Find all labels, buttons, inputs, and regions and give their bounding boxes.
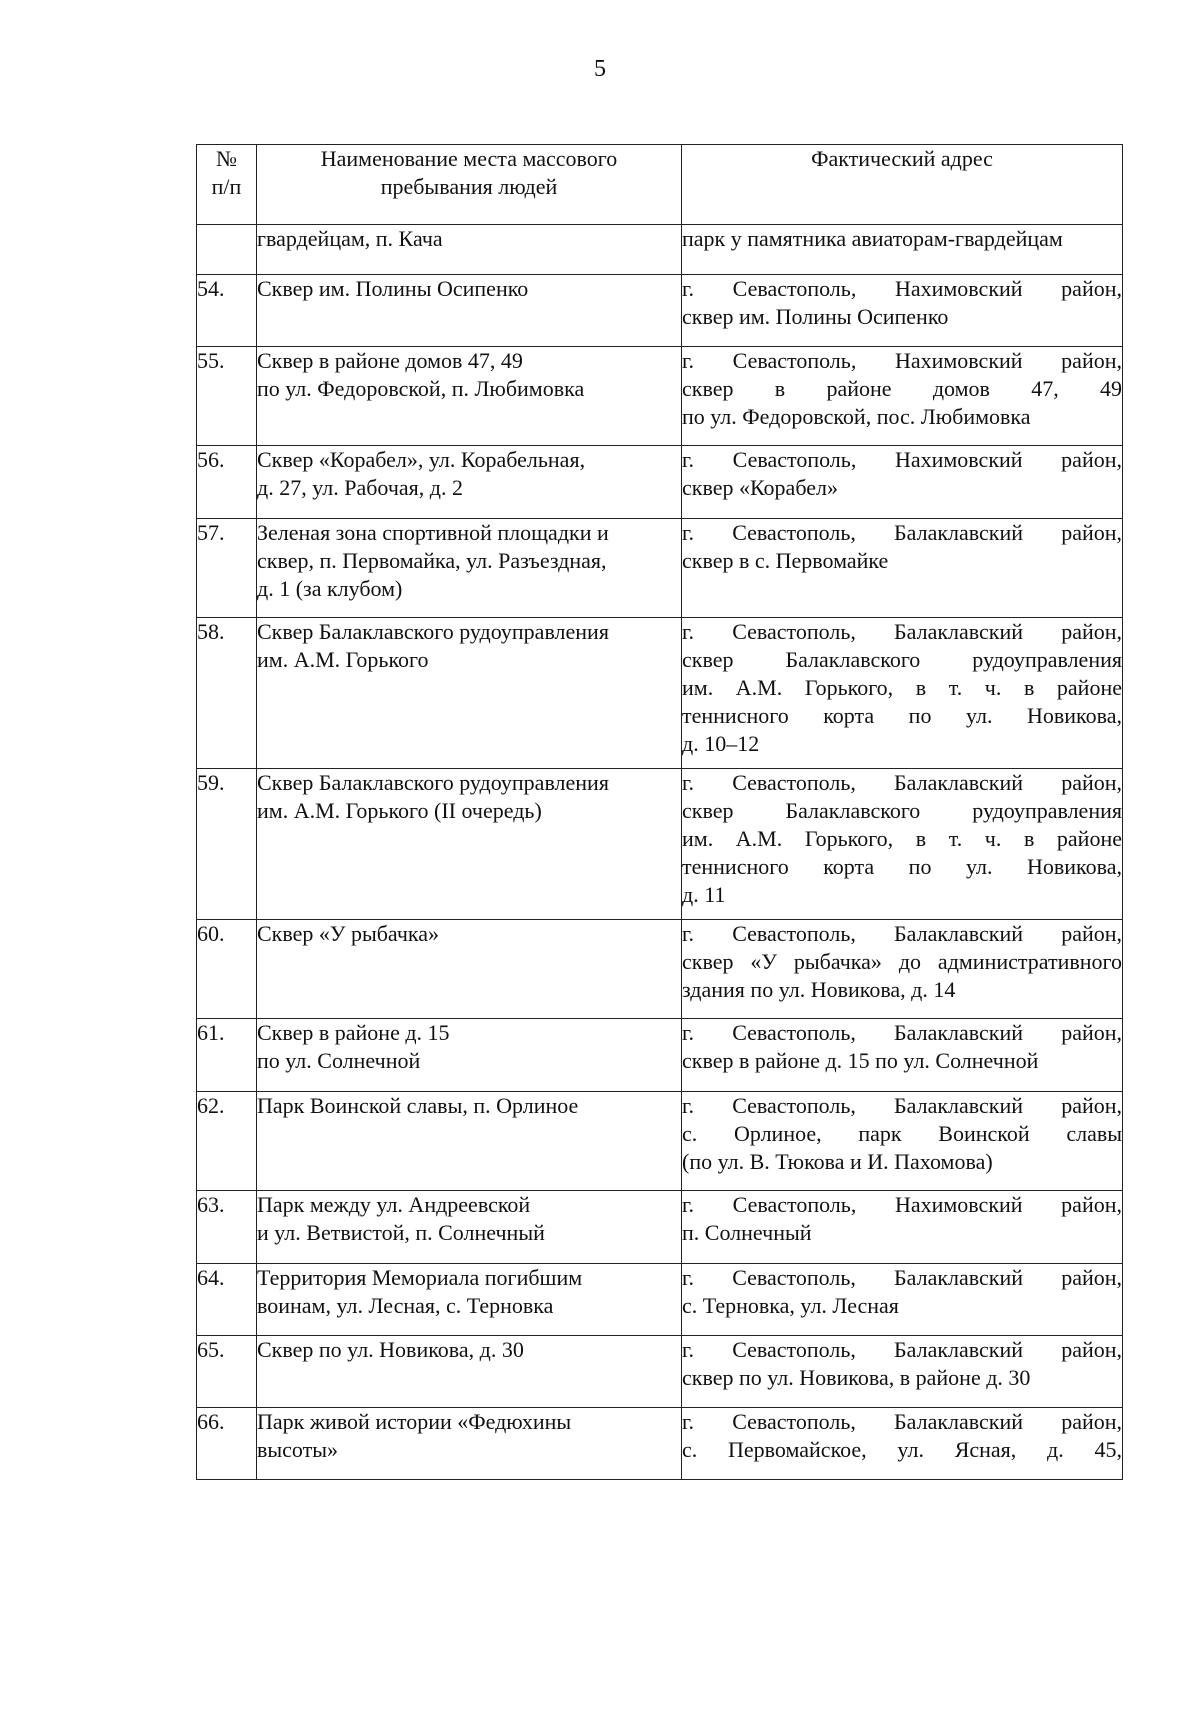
address-line: г. Севастополь, Балаклавский район, — [682, 520, 1122, 545]
place-name-line: Сквер в районе д. 15 — [257, 1020, 450, 1045]
row-number: 61. — [197, 1019, 257, 1092]
place-name-line: д. 27, ул. Рабочая, д. 2 — [257, 475, 463, 500]
row-number: 65. — [197, 1336, 257, 1408]
places-table — [196, 144, 1123, 1480]
place-name-cell — [257, 1019, 682, 1092]
place-name-line: Сквер Балаклавского рудоуправления — [257, 619, 609, 644]
place-name-line: им. А.М. Горького — [257, 647, 429, 672]
place-name-line: Парк Воинской славы, п. Орлиное — [257, 1093, 579, 1118]
header-name-line: пребывания людей — [380, 174, 558, 199]
place-name-line: воинам, ул. Лесная, с. Терновка — [257, 1293, 554, 1318]
table-row — [197, 446, 1123, 519]
table-row — [197, 1191, 1123, 1264]
row-number: 66. — [197, 1408, 257, 1480]
address-cell — [682, 1092, 1123, 1191]
place-name-line: и ул. Ветвистой, п. Солнечный — [257, 1220, 545, 1245]
address-line: г. Севастополь, Балаклавский район, — [682, 1093, 1122, 1118]
place-name-cell — [257, 275, 682, 347]
address-line: сквер «Корабел» — [682, 475, 838, 500]
address-cell — [682, 1191, 1123, 1264]
address-line: г. Севастополь, Балаклавский район, — [682, 921, 1122, 946]
address-line: им. А.М. Горького, в т. ч. в районе — [682, 826, 1122, 851]
row-number: 62. — [197, 1092, 257, 1191]
table-row — [197, 618, 1123, 769]
table-row — [197, 519, 1123, 618]
place-name-cell — [257, 920, 682, 1019]
place-name-cell — [257, 769, 682, 920]
row-number: 59. — [197, 769, 257, 920]
address-cell — [682, 347, 1123, 446]
address-cell — [682, 618, 1123, 769]
place-name-cell — [257, 1408, 682, 1480]
row-number: 60. — [197, 920, 257, 1019]
row-number: 56. — [197, 446, 257, 519]
table-row — [197, 769, 1123, 920]
address-cell — [682, 920, 1123, 1019]
place-name-line: Сквер по ул. Новикова, д. 30 — [257, 1337, 524, 1362]
address-line: г. Севастополь, Балаклавский район, — [682, 1409, 1122, 1434]
place-name-line: Сквер Балаклавского рудоуправления — [257, 770, 609, 795]
place-name-line: Территория Мемориала погибшим — [257, 1265, 583, 1290]
address-line: с. Орлиное, парк Воинской славы — [682, 1121, 1122, 1146]
table-row — [197, 1336, 1123, 1408]
address-line: г. Севастополь, Нахимовский район, — [682, 348, 1122, 373]
page-number: 5 — [594, 56, 606, 82]
place-name-line: Парк между ул. Андреевской — [257, 1192, 531, 1217]
address-line: с. Терновка, ул. Лесная — [682, 1293, 899, 1318]
address-line: сквер «У рыбачка» до административного — [682, 949, 1122, 974]
place-name-line: по ул. Федоровской, п. Любимовка — [257, 376, 585, 401]
address-cell — [682, 1408, 1123, 1480]
header-num-line: № — [216, 146, 237, 171]
address-line: сквер в районе д. 15 по ул. Солнечной — [682, 1048, 1039, 1073]
place-name-line: Сквер им. Полины Осипенко — [257, 276, 529, 301]
address-cell — [682, 519, 1123, 618]
place-name-line: им. А.М. Горького (II очередь) — [257, 798, 542, 823]
address-line: с. Первомайское, ул. Ясная, д. 45, — [682, 1437, 1122, 1462]
table-row — [197, 1019, 1123, 1092]
header-address — [682, 145, 1123, 225]
place-name-line: Зеленая зона спортивной площадки и — [257, 520, 609, 545]
row-number: 54. — [197, 275, 257, 347]
address-cell — [682, 446, 1123, 519]
table-row — [197, 1264, 1123, 1336]
address-line: теннисного корта по ул. Новикова, — [682, 854, 1122, 879]
address-line: (по ул. В. Тюкова и И. Пахомова) — [682, 1149, 993, 1174]
address-line: им. А.М. Горького, в т. ч. в районе — [682, 675, 1122, 700]
table-row — [197, 1408, 1123, 1480]
address-line: сквер в районе домов 47, 49 — [682, 376, 1122, 401]
address-line: д. 10–12 — [682, 731, 760, 756]
place-name-line: Парк живой истории «Федюхины — [257, 1409, 572, 1434]
table-row — [197, 1092, 1123, 1191]
table-row — [197, 225, 1123, 275]
address-line: г. Севастополь, Балаклавский район, — [682, 1020, 1122, 1045]
table-row — [197, 275, 1123, 347]
header-name-line: Наименование места массового — [320, 146, 618, 171]
address-cell — [682, 225, 1123, 275]
header-name — [257, 145, 682, 225]
place-name-cell — [257, 446, 682, 519]
place-name-cell — [257, 618, 682, 769]
place-name-cell — [257, 1264, 682, 1336]
header-num — [197, 145, 257, 225]
place-name-line: по ул. Солнечной — [257, 1048, 421, 1073]
address-cell — [682, 275, 1123, 347]
table-header-row — [197, 145, 1123, 225]
address-cell — [682, 769, 1123, 920]
address-line: г. Севастополь, Балаклавский район, — [682, 1337, 1122, 1362]
place-name-cell — [257, 347, 682, 446]
address-line: г. Севастополь, Нахимовский район, — [682, 276, 1122, 301]
row-number: 55. — [197, 347, 257, 446]
address-line: г. Севастополь, Балаклавский район, — [682, 770, 1122, 795]
place-name-cell — [257, 1191, 682, 1264]
place-name-line: Сквер в районе домов 47, 49 — [257, 348, 523, 373]
header-num-line: п/п — [211, 174, 242, 199]
row-number: 58. — [197, 618, 257, 769]
address-line: сквер им. Полины Осипенко — [682, 304, 949, 329]
header-address-line: Фактический адрес — [811, 146, 993, 171]
place-name-line: Сквер «У рыбачка» — [257, 921, 440, 946]
address-cell — [682, 1019, 1123, 1092]
address-cell — [682, 1336, 1123, 1408]
row-number — [197, 225, 257, 275]
address-line: г. Севастополь, Нахимовский район, — [682, 1192, 1122, 1217]
row-number: 63. — [197, 1191, 257, 1264]
address-line: сквер в с. Первомайке — [682, 548, 889, 573]
place-name-cell — [257, 1092, 682, 1191]
place-name-line: высоты» — [257, 1437, 339, 1462]
address-line: сквер по ул. Новикова, в районе д. 30 — [682, 1365, 1031, 1390]
address-line: здания по ул. Новикова, д. 14 — [682, 977, 956, 1002]
place-name-line: д. 1 (за клубом) — [257, 576, 403, 601]
row-number: 57. — [197, 519, 257, 618]
table-row — [197, 920, 1123, 1019]
address-line: г. Севастополь, Балаклавский район, — [682, 619, 1122, 644]
address-line: парк у памятника авиаторам-гвардейцам — [682, 226, 1063, 251]
address-line: сквер Балаклавского рудоуправления — [682, 798, 1122, 823]
address-line: п. Солнечный — [682, 1220, 812, 1245]
place-name-line: Сквер «Корабел», ул. Корабельная, — [257, 447, 586, 472]
table-row — [197, 347, 1123, 446]
address-line: г. Севастополь, Нахимовский район, — [682, 447, 1122, 472]
place-name-cell — [257, 225, 682, 275]
address-line: г. Севастополь, Балаклавский район, — [682, 1265, 1122, 1290]
row-number: 64. — [197, 1264, 257, 1336]
place-name-cell — [257, 1336, 682, 1408]
place-name-cell — [257, 519, 682, 618]
place-name-line: сквер, п. Первомайка, ул. Разъездная, — [257, 548, 607, 573]
address-cell — [682, 1264, 1123, 1336]
address-line: теннисного корта по ул. Новикова, — [682, 703, 1122, 728]
address-line: по ул. Федоровской, пос. Любимовка — [682, 404, 1031, 429]
address-line: д. 11 — [682, 882, 726, 907]
place-name-line: гвардейцам, п. Кача — [257, 226, 443, 251]
address-line: сквер Балаклавского рудоуправления — [682, 647, 1122, 672]
